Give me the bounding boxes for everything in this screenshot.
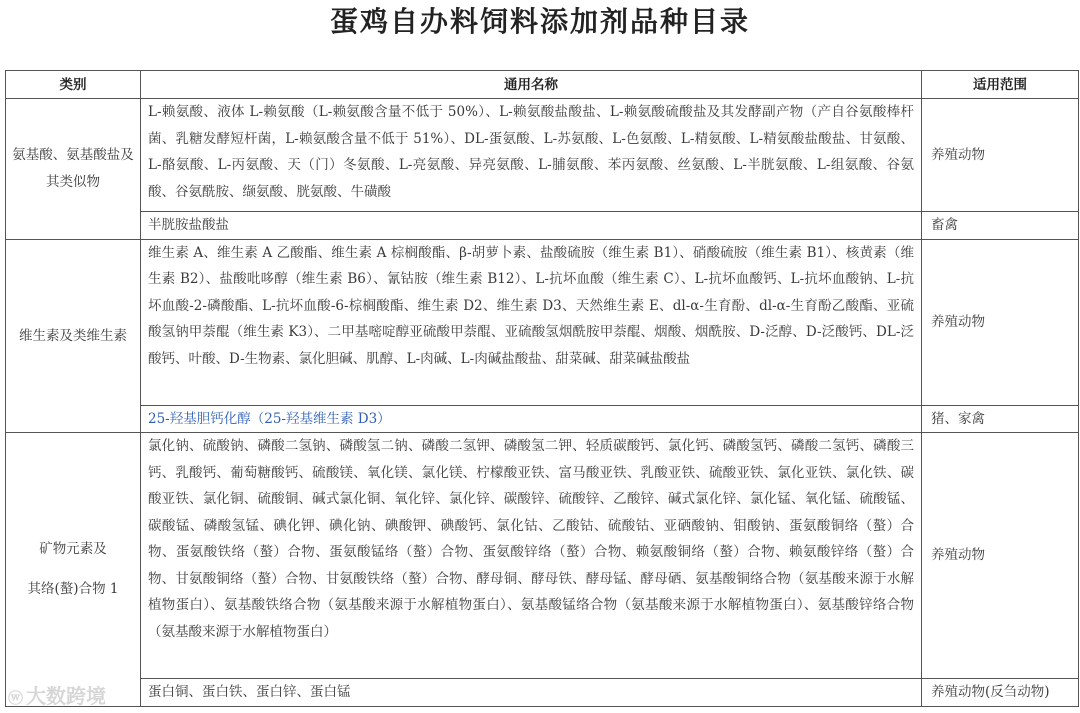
weibo-icon: ⓦ [8, 689, 24, 707]
scope-cell: 养殖动物(反刍动物) [922, 679, 1079, 707]
watermark [8, 680, 106, 709]
header-category: 类别 [6, 71, 141, 99]
table-row [6, 405, 1079, 433]
table-row [6, 99, 1079, 212]
scope-cell: 畜禽 [922, 212, 1079, 240]
table-row [6, 433, 1079, 679]
names-cell: L-赖氨酸、液体 L-赖氨酸（L-赖氨酸含量不低于 50%）、L-赖氨酸盐酸盐、L-赖氨酸硫酸盐及其发酵副产物（产自谷氨酸棒杆菌、乳糖发酵短杆菌，L-赖氨酸含量不低于 51%）、DL-蛋氨酸、L-苏氨酸、L-色氨酸、L-精氨酸、L-精氨酸盐酸盐、甘氨酸、L-酪氨酸、L-丙氨酸、天（门）冬氨酸、L-亮氨酸、异亮氨酸、L-脯氨酸、苯丙氨酸、丝氨酸、L-半胱氨酸、L-组氨酸、谷氨酸、谷氨酰胺、缬氨酸、胱氨酸、牛磺酸 [141, 99, 922, 212]
category-cell [6, 433, 141, 707]
names-cell: 维生素 A、维生素 A 乙酸酯、维生素 A 棕榈酸酯、β-胡萝卜素、盐酸硫胺（维生素 B1）、硝酸硫胺（维生素 B1）、核黄素（维生素 B2）、盐酸吡哆醇（维生素 B6）、氰钴胺（维生素 B12）、L-抗坏血酸（维生素 C）、L-抗坏血酸钙、L-抗坏血酸钠、L-抗坏血酸-2-磷酸酯、L-抗坏血酸-6-棕榈酸酯、维生素 D2、维生素 D3、天然维生素 E、dl-α-生育酚、dl-α-生育酚乙酸酯、亚硫酸氢钠甲萘醌（维生素 K3）、二甲基嘧啶醇亚硫酸甲萘醌、亚硫酸氢烟酰胺甲萘醌、烟酸、烟酰胺、D-泛醇、D-泛酸钙、DL-泛酸钙、叶酸、D-生物素、氯化胆碱、肌醇、L-肉碱、L-肉碱盐酸盐、甜菜碱、甜菜碱盐酸盐 [141, 239, 922, 405]
category-cell: 氨基酸、氨基酸盐及其类似物 [6, 99, 141, 240]
header-name: 通用名称 [141, 71, 922, 99]
scope-cell: 猪、家禽 [922, 405, 1079, 433]
watermark-text: 大数跨境 [26, 684, 107, 708]
category-cell: 维生素及类维生素 [6, 239, 141, 433]
names-cell: 25-羟基胆钙化醇（25-羟基维生素 D3） [141, 405, 922, 433]
header-row [6, 71, 1079, 99]
scope-cell: 养殖动物 [922, 433, 1079, 679]
category-line: 矿物元素及 [39, 540, 107, 557]
header-scope: 适用范围 [922, 71, 1079, 99]
names-cell: 氯化钠、硫酸钠、磷酸二氢钠、磷酸氢二钠、磷酸二氢钾、磷酸氢二钾、轻质碳酸钙、氯化钙、磷酸氢钙、磷酸二氢钙、磷酸三钙、乳酸钙、葡萄糖酸钙、硫酸镁、氧化镁、氯化镁、柠檬酸亚铁、富马酸亚铁、乳酸亚铁、硫酸亚铁、氯化亚铁、氯化铁、碳酸亚铁、氯化铜、硫酸铜、碱式氯化铜、氧化锌、氯化锌、碳酸锌、硫酸锌、乙酸锌、碱式氯化锌、氯化锰、氧化锰、硫酸锰、碳酸锰、磷酸氢锰、碘化钾、碘化钠、碘酸钾、碘酸钙、氯化钴、乙酸钴、硫酸钴、亚硒酸钠、钼酸钠、蛋氨酸铜络（螯）合物、蛋氨酸铁络（螯）合物、蛋氨酸锰络（螯）合物、蛋氨酸锌络（螯）合物、赖氨酸铜络（螯）合物、赖氨酸锌络（螯）合物、甘氨酸铜络（螯）合物、甘氨酸铁络（螯）合物、酵母铜、酵母铁、酵母锰、酵母硒、氨基酸铜络合物（氨基酸来源于水解植物蛋白）、氨基酸铁络合物（氨基酸来源于水解植物蛋白）、氨基酸锰络合物（氨基酸来源于水解植物蛋白）、氨基酸锌络合物（氨基酸来源于水解植物蛋白） [141, 433, 922, 679]
category-line: 其络(螯)合物 1 [27, 581, 119, 598]
document-title: 蛋鸡自办料饲料添加剂品种目录 [329, 5, 750, 38]
table-row [6, 212, 1079, 240]
scope-cell: 养殖动物 [922, 99, 1079, 212]
names-cell: 蛋白铜、蛋白铁、蛋白锌、蛋白锰 [141, 679, 922, 707]
table-row [6, 239, 1079, 405]
scope-cell: 养殖动物 [922, 239, 1079, 405]
additive-catalog-table [5, 70, 1079, 707]
table-row [6, 679, 1079, 707]
names-cell: 半胱胺盐酸盐 [141, 212, 922, 240]
